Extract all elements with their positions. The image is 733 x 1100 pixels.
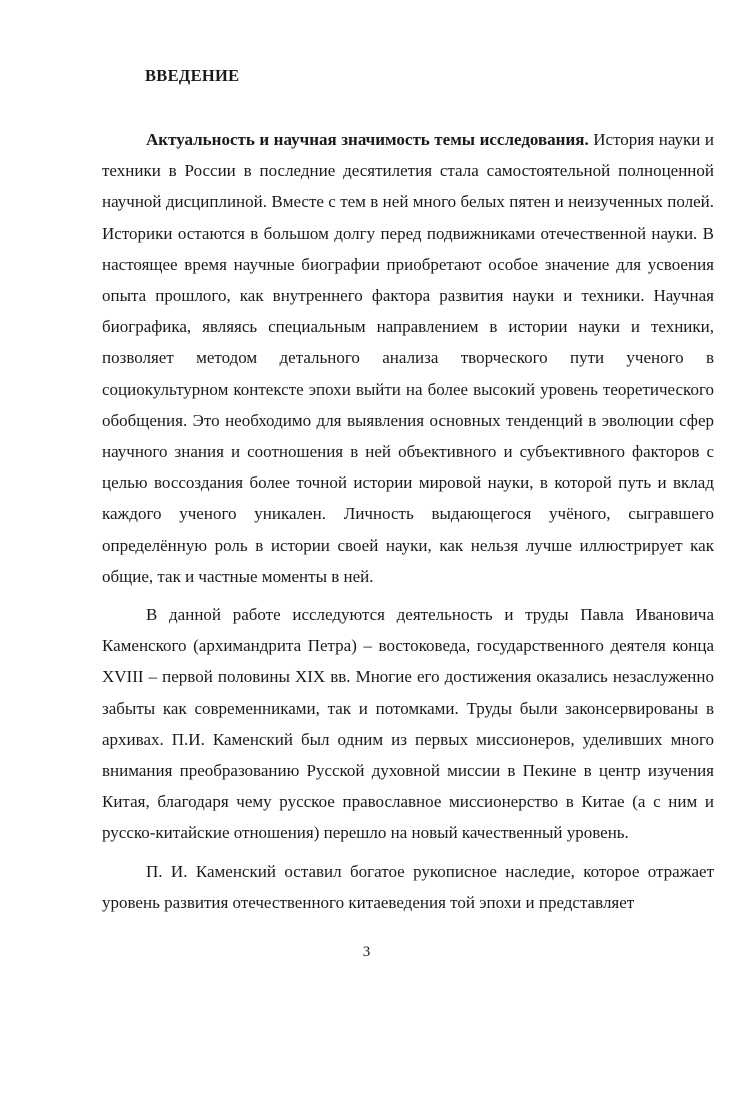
body-text	[102, 124, 714, 918]
paragraph-heritage: П. И. Каменский оставил богатое рукописное наследие, которое отражает уровень развития отечественного китаеведения той эпохи и представляет	[102, 861, 714, 912]
paragraph-lead: Актуальность и научная значимость темы исследования.	[146, 130, 589, 149]
section-heading: ВВЕДЕНИЕ	[145, 66, 240, 85]
paragraph-text: История науки и техники в России в последние десятилетия стала самостоятельной полноценной научной дисциплиной. Вместе с тем в ней много белых пятен и неизученных полей. Историки остаются в большом долгу перед подвижниками отечественной науки. В настоящее время научные биографии приобретают особое значение для усвоения опыта прошлого, как внутреннего фактора развития науки и техники. Научная биографика, являясь специальным направлением в истории науки и техники, позволяет методом детального анализа творческого пути ученого в социокультурном контексте эпохи выйти на более высокий уровень теоретического обобщения. Это необходимо для выявления основных тенденций в эволюции сфер научного знания и соотношения в ней объективного и субъективного факторов с целью воссоздания более точной истории мировой науки, в которой путь и вклад каждого ученого уникален. Личность выдающегося учёного, сыгравшего определённую роль в истории своей науки, как нельзя лучше иллюстрирует как общие, так и частные моменты в ней.	[102, 130, 714, 586]
paragraph-subject: В данной работе исследуются деятельность и труды Павла Ивановича Каменского (архимандрита Петра) – востоковеда, государственного деятеля конца XVIII – первой половины XIX вв. Многие его достижения оказались незаслуженно забыты как современниками, так и потомками. Труды были законсервированы в архивах. П.И. Каменский был одним из первых миссионеров, уделивших много внимания преобразованию Русской духовной миссии в Пекине в центр изучения Китая, благодаря чему русское православное миссионерство в Китае (а с ним и русско-китайские отношения) перешло на новый качественный уровень.	[102, 605, 714, 843]
page-number: 3	[362, 944, 371, 960]
paragraph-relevance	[102, 124, 714, 592]
